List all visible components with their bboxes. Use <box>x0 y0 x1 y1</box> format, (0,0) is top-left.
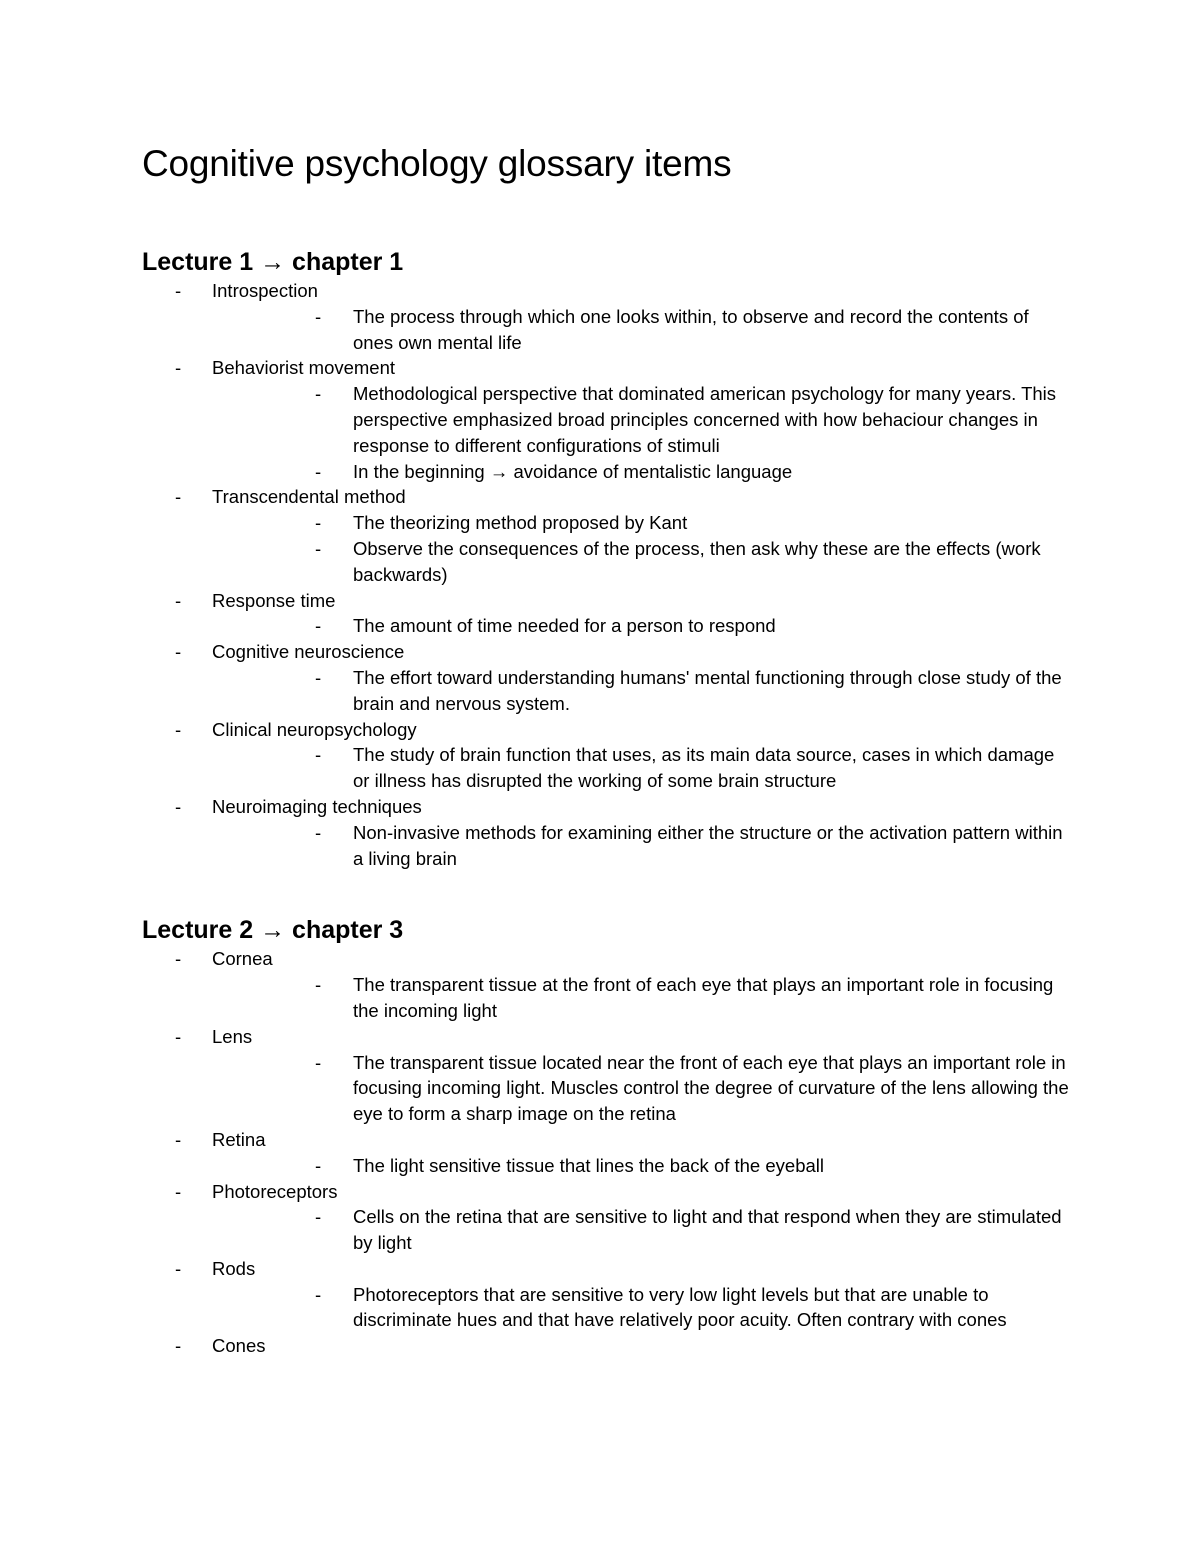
glossary-term <box>142 588 1072 640</box>
bullet-dash: - <box>175 357 182 379</box>
bullet-dash: - <box>315 1051 322 1073</box>
bullet-dash: - <box>315 305 322 327</box>
definition-text: Observe the consequences of the process, then ask why these are the effects (work backwards) <box>353 537 1041 585</box>
definition-item <box>212 1050 1072 1127</box>
glossary-term <box>142 1024 1072 1127</box>
definition-text: The amount of time needed for a person to respond <box>353 615 776 637</box>
definition-text: The transparent tissue at the front of each eye that plays an important role in focusing the incoming light <box>353 974 1054 1021</box>
term-label: Neuroimaging techniques <box>212 795 422 817</box>
term-label: Introspection <box>212 280 318 301</box>
definition-item <box>212 304 1072 356</box>
bullet-dash: - <box>315 512 322 534</box>
section-heading: Lecture 2 → chapter 3 <box>142 916 404 945</box>
definition-item <box>212 510 1072 536</box>
glossary-term <box>142 484 1072 587</box>
definition-list <box>212 1050 1072 1127</box>
term-label: Photoreceptors <box>212 1180 338 1202</box>
definition-item <box>212 381 1072 458</box>
glossary-term <box>142 794 1072 871</box>
definition-list <box>212 1153 1072 1179</box>
definition-list <box>212 972 1072 1024</box>
definition-list <box>212 1204 1072 1256</box>
bullet-dash: - <box>315 666 322 688</box>
definition-item <box>212 665 1072 717</box>
definition-list <box>212 665 1072 717</box>
bullet-dash: - <box>315 615 322 637</box>
definition-list <box>212 1282 1072 1334</box>
bullet-dash: - <box>315 537 322 559</box>
definition-text: The theorizing method proposed by Kant <box>353 512 688 534</box>
bullet-dash: - <box>315 821 322 843</box>
bullet-dash: - <box>315 460 322 482</box>
definition-text: The transparent tissue located near the front of each eye that plays an important role in focusing incoming light. Muscles control the degree of curvature of the lens allowing the eye to form a sharp image on the retina <box>353 1051 1069 1125</box>
bullet-dash: - <box>175 1257 182 1279</box>
glossary-term <box>142 278 1072 355</box>
definition-list <box>212 304 1072 356</box>
term-label: Behaviorist movement <box>212 357 396 379</box>
definition-list <box>212 742 1072 794</box>
bullet-dash: - <box>175 486 182 508</box>
definition-text: The process through which one looks within, to observe and record the contents of ones own mental life <box>353 305 1029 353</box>
bullet-dash: - <box>175 1128 182 1150</box>
definition-list <box>212 381 1072 484</box>
glossary-term <box>142 946 1072 1023</box>
term-label: Lens <box>212 1025 253 1047</box>
bullet-dash: - <box>315 744 322 766</box>
definition-item <box>212 1282 1072 1334</box>
definition-item <box>212 972 1072 1024</box>
glossary-term <box>142 1179 1072 1256</box>
bullet-dash: - <box>175 280 182 301</box>
definition-item <box>212 742 1072 794</box>
bullet-dash: - <box>315 1154 322 1176</box>
definition-item <box>212 613 1072 639</box>
bullet-dash: - <box>175 1025 182 1047</box>
definition-text: Methodological perspective that dominated american psychology for many years. This perspective emphasized broad principles concerned with how behaciour changes in response to different configurations of stimuli <box>353 383 1057 456</box>
bullet-dash: - <box>175 589 182 611</box>
definition-text: The light sensitive tissue that lines the back of the eyeball <box>353 1154 824 1176</box>
bullet-dash: - <box>175 1180 182 1202</box>
definition-text: The study of brain function that uses, as its main data source, cases in which damage or illness has disrupted the working of some brain structure <box>353 744 1055 792</box>
glossary-term <box>142 355 1072 484</box>
bullet-dash: - <box>175 948 182 970</box>
document-title: Cognitive psychology glossary items <box>142 143 732 184</box>
term-label: Response time <box>212 589 336 611</box>
definition-text: Non-invasive methods for examining either the structure or the activation pattern within a living brain <box>353 821 1063 869</box>
glossary-term-list <box>142 278 1072 871</box>
definition-list <box>212 613 1072 639</box>
definition-item <box>212 459 1072 485</box>
bullet-dash: - <box>175 718 182 740</box>
definition-item <box>212 820 1072 872</box>
glossary-term <box>142 639 1072 716</box>
term-label: Rods <box>212 1257 256 1279</box>
document-page <box>142 142 1072 1359</box>
definition-item <box>212 1204 1072 1256</box>
bullet-dash: - <box>315 1206 322 1228</box>
bullet-dash: - <box>175 795 182 817</box>
definition-text: Cells on the retina that are sensitive to light and that respond when they are stimulated by light <box>353 1206 1062 1254</box>
term-label: Cornea <box>212 948 273 970</box>
bullet-dash: - <box>315 974 322 996</box>
definition-item <box>212 536 1072 588</box>
bullet-dash: - <box>315 1283 322 1305</box>
sections-container <box>142 246 1072 1359</box>
term-label: Clinical neuropsychology <box>212 718 417 740</box>
term-label: Retina <box>212 1128 266 1150</box>
glossary-term <box>142 717 1072 794</box>
glossary-term-list <box>142 946 1072 1359</box>
section-heading: Lecture 1 → chapter 1 <box>142 248 404 276</box>
term-label: Cones <box>212 1335 266 1357</box>
definition-item <box>212 1153 1072 1179</box>
glossary-term <box>142 1333 1072 1359</box>
glossary-term <box>142 1256 1072 1333</box>
bullet-dash: - <box>175 641 182 663</box>
definition-text: The effort toward understanding humans' mental functioning through close study of the brain and nervous system. <box>353 666 1062 714</box>
term-label: Transcendental method <box>212 486 406 508</box>
bullet-dash: - <box>175 1335 182 1357</box>
bullet-dash: - <box>315 383 322 405</box>
definition-list <box>212 820 1072 872</box>
definition-text: Photoreceptors that are sensitive to very low light levels but that are unable to discriminate hues and that have relatively poor acuity. Often contrary with cones <box>353 1283 1007 1331</box>
definition-list <box>212 510 1072 587</box>
term-label: Cognitive neuroscience <box>212 641 405 663</box>
definition-text: In the beginning → avoidance of mentalistic language <box>353 460 793 482</box>
glossary-term <box>142 1127 1072 1179</box>
